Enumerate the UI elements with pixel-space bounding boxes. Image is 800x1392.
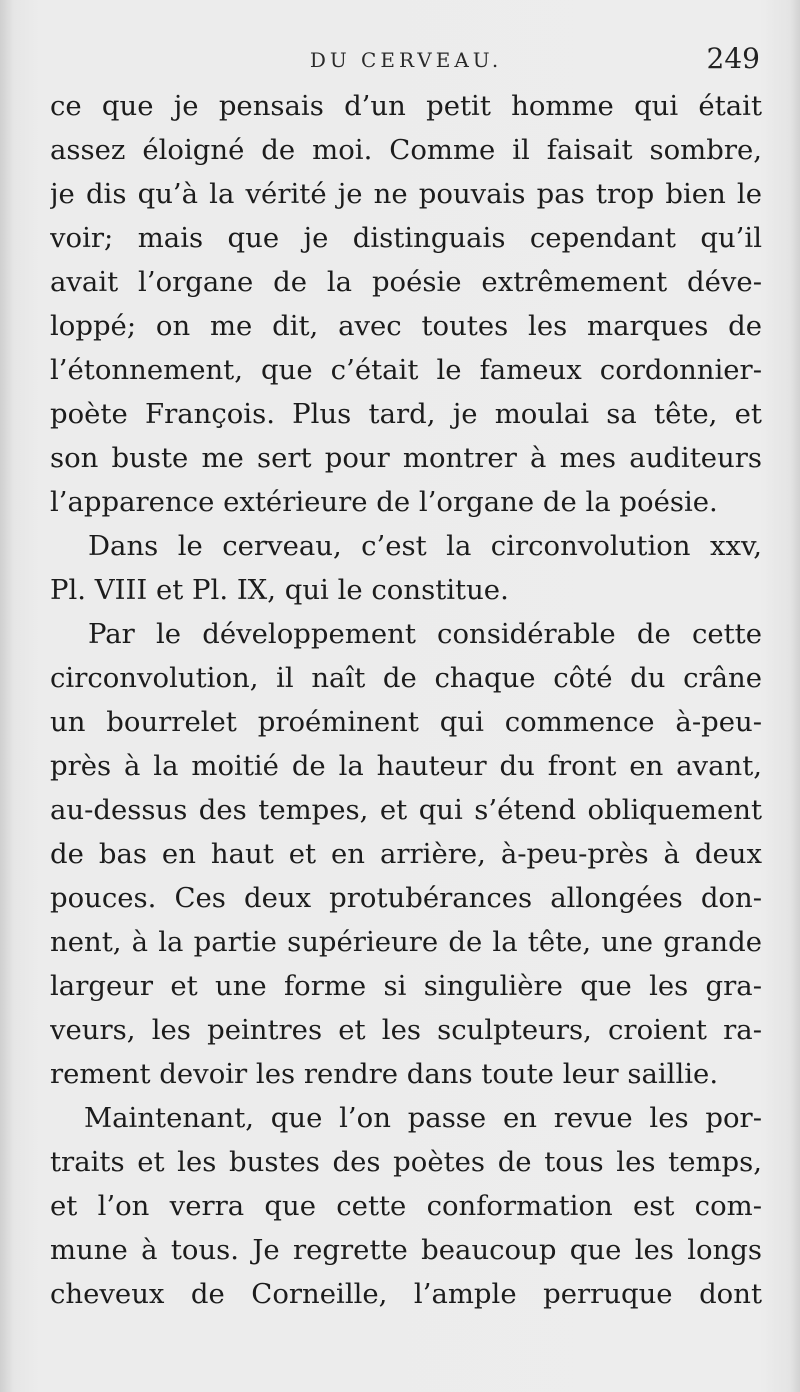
text-line: près à la moitié de la hauteur du front en avant, xyxy=(50,750,762,782)
text-line: l’apparence extérieure de l’organe de la poésie. xyxy=(50,486,718,518)
text-line: nent, à la partie supérieure de la tête, une grande xyxy=(50,926,762,958)
text-line: cheveux de Corneille, l’ample perruque dont xyxy=(50,1278,762,1310)
text-line: veurs, les peintres et les sculpteurs, croient ra- xyxy=(50,1014,762,1046)
text-line: je dis qu’à la vérité je ne pouvais pas trop bien le xyxy=(50,178,762,210)
body-text xyxy=(50,84,762,1316)
text-line: circonvolution, il naît de chaque côté du crâne xyxy=(50,662,762,694)
page-number: 249 xyxy=(706,42,760,75)
text-line: Par le développement considérable de cette xyxy=(88,618,762,650)
text-line: et l’on verra que cette conformation est com- xyxy=(50,1190,762,1222)
page-header xyxy=(50,40,762,80)
text-line: de bas en haut et en arrière, à-peu-près à deux xyxy=(50,838,762,870)
text-line: un bourrelet proéminent qui commence à-peu- xyxy=(50,706,762,738)
text-line: avait l’organe de la poésie extrêmement déve- xyxy=(50,266,762,298)
text-line: Dans le cerveau, c’est la circonvolution xxv, xyxy=(88,530,762,562)
text-line: traits et les bustes des poètes de tous les temps, xyxy=(50,1146,762,1178)
text-line: ce que je pensais d’un petit homme qui était xyxy=(50,90,762,122)
text-line: Pl. VIII et Pl. IX, qui le constitue. xyxy=(50,574,509,606)
text-line: au-dessus des tempes, et qui s’étend obliquement xyxy=(50,794,762,826)
running-title: DU CERVEAU. xyxy=(309,48,503,72)
text-line: mune à tous. Je regrette beaucoup que les longs xyxy=(50,1234,762,1266)
text-line: loppé; on me dit, avec toutes les marques de xyxy=(50,310,762,342)
text-line: son buste me sert pour montrer à mes auditeurs xyxy=(50,442,762,474)
text-line: rement devoir les rendre dans toute leur saillie. xyxy=(50,1058,719,1090)
text-line: l’étonnement, que c’était le fameux cordonnier- xyxy=(50,354,762,386)
text-line: pouces. Ces deux protubérances allongées don- xyxy=(50,882,762,914)
text-line: poète François. Plus tard, je moulai sa tête, et xyxy=(50,398,762,430)
text-line: Maintenant, que l’on passe en revue les por- xyxy=(84,1102,762,1134)
text-line: largeur et une forme si singulière que les gra- xyxy=(50,970,762,1002)
text-line: assez éloigné de moi. Comme il faisait sombre, xyxy=(50,134,762,166)
text-line: voir; mais que je distinguais cependant qu’il xyxy=(50,222,762,254)
